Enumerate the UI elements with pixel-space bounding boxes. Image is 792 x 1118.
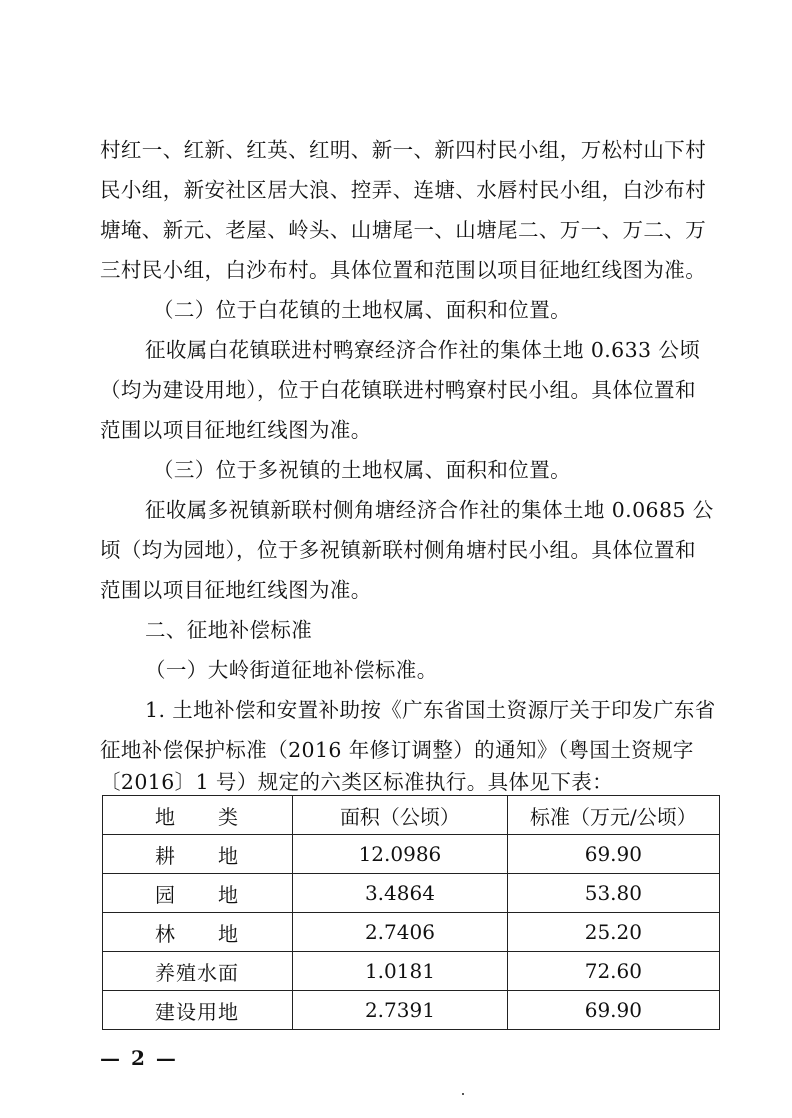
- compensation-table: [102, 795, 720, 1030]
- table-cell: 72.60: [507, 952, 719, 991]
- paragraph-line: 征地补偿保护标准（2016 年修订调整）的通知》（粤国土资规字: [100, 738, 694, 762]
- paragraph-line: 民小组，新安社区居大浪、控弄、连塘、水唇村民小组，白沙布村: [100, 178, 707, 202]
- table-header: 地 类: [103, 796, 293, 835]
- table-row: [103, 913, 720, 952]
- table-row: [103, 874, 720, 913]
- paragraph-line: 塘埯、新元、老屋、岭头、山塘尾一、山塘尾二、万一、万二、万: [100, 218, 707, 242]
- table-cell: 1.0181: [293, 952, 508, 991]
- paragraph-line: 范围以项目征地红线图为准。: [100, 578, 372, 602]
- section-heading: （二）位于白花镇的土地权属、面积和位置。: [153, 298, 571, 322]
- paragraph-line: （均为建设用地），位于白花镇联进村鸭寮村民小组。具体位置和: [100, 378, 696, 402]
- table-cell: 12.0986: [293, 835, 508, 874]
- table-cell: 耕 地: [103, 835, 293, 874]
- paragraph-line: 顷（均为园地），位于多祝镇新联村侧角塘村民小组。具体位置和: [100, 538, 696, 562]
- paragraph-line: 三村民小组，白沙布村。具体位置和范围以项目征地红线图为准。: [100, 258, 707, 282]
- table-header: 标准（万元/公顷）: [507, 796, 719, 835]
- table-cell: 建设用地: [103, 991, 293, 1030]
- table-header-row: [103, 796, 720, 835]
- table-cell: 69.90: [507, 991, 719, 1030]
- table-cell: 2.7391: [293, 991, 508, 1030]
- table-cell: 25.20: [507, 913, 719, 952]
- paragraph-line: 征收属白花镇联进村鸭寮经济合作社的集体土地 0.633 公顷: [145, 338, 701, 362]
- table-cell: 53.80: [507, 874, 719, 913]
- paragraph-line: 范围以项目征地红线图为准。: [100, 418, 372, 442]
- table-cell: 养殖水面: [103, 952, 293, 991]
- table-cell: 69.90: [507, 835, 719, 874]
- table-header: 面积（公顷）: [293, 796, 508, 835]
- table-row: [103, 991, 720, 1030]
- paragraph-line: 1. 土地补偿和安置补助按《广东省国土资源厅关于印发广东省: [145, 698, 716, 722]
- paragraph-line: 村红一、红新、红英、红明、新一、新四村民小组，万松村山下村: [100, 138, 707, 162]
- section-heading: （三）位于多祝镇的土地权属、面积和位置。: [153, 458, 571, 482]
- page-number: — 2 —: [100, 1046, 178, 1070]
- section-heading: 二、征地补偿标准: [145, 618, 313, 642]
- paragraph-line: 征收属多祝镇新联村侧角塘经济合作社的集体土地 0.0685 公: [145, 498, 714, 522]
- table-cell: 园 地: [103, 874, 293, 913]
- section-heading: （一）大岭街道征地补偿标准。: [145, 658, 438, 682]
- table-cell: 林 地: [103, 913, 293, 952]
- table-row: [103, 835, 720, 874]
- table-cell: 2.7406: [293, 913, 508, 952]
- table-row: [103, 952, 720, 991]
- table-cell: 3.4864: [293, 874, 508, 913]
- paragraph-line: 〔2016〕1 号）规定的六类区标准执行。具体见下表：: [100, 770, 614, 794]
- scan-speck: [462, 1093, 464, 1095]
